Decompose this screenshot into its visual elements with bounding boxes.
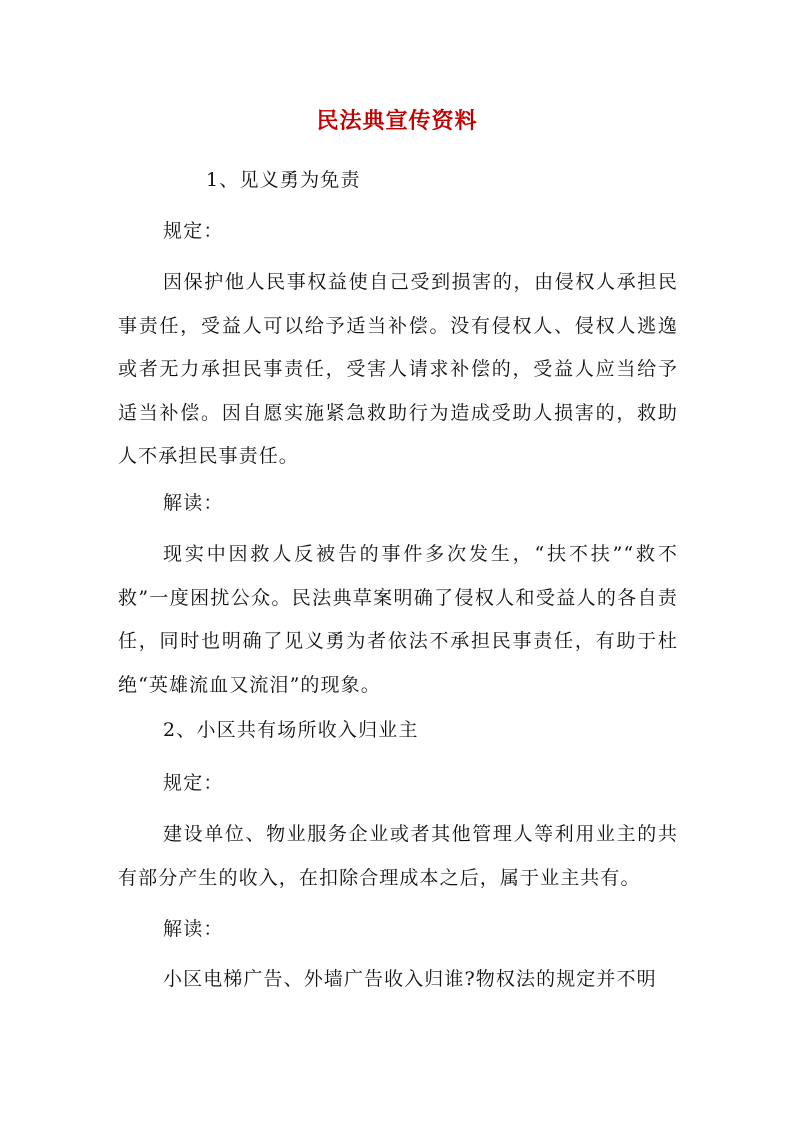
section-heading-1: 1、见义勇为免责 (206, 169, 361, 191)
interpretation-paragraph-1: 现实中因救人反被告的事件多次发生，“扶不扶”“救不救”一度困扰公众。民法典草案明确了侵权人和受益人的各自责任，同时也明确了见义勇为者依法不承担民事责任，有助于杜绝“英雄流血又流泪”的现象。 (118, 543, 678, 696)
interpretation-paragraph-2: 小区电梯广告、外墙广告收入归谁?物权法的规定并不明 (163, 968, 657, 990)
rule-paragraph-1: 因保护他人民事权益使自己受到损害的，由侵权人承担民事责任，受益人可以给予适当补偿。没有侵权人、侵权人逃逸或者无力承担民事责任，受害人请求补偿的，受益人应当给予适当补偿。因自愿实施紧急救助行为造成受助人损害的，救助人不承担民事责任。 (118, 271, 678, 467)
rule-label-1: 规定： (163, 220, 224, 242)
section-heading-2: 2、小区共有场所收入归业主 (163, 719, 419, 741)
interpretation-label-2: 解读： (163, 918, 224, 940)
rule-paragraph-2: 建设单位、物业服务企业或者其他管理人等利用业主的共有部分产生的收入，在扣除合理成本之后，属于业主共有。 (118, 823, 678, 889)
rule-label-2: 规定： (163, 772, 224, 794)
interpretation-label-1: 解读： (163, 492, 224, 514)
document-title: 民法典宣传资料 (316, 108, 478, 134)
